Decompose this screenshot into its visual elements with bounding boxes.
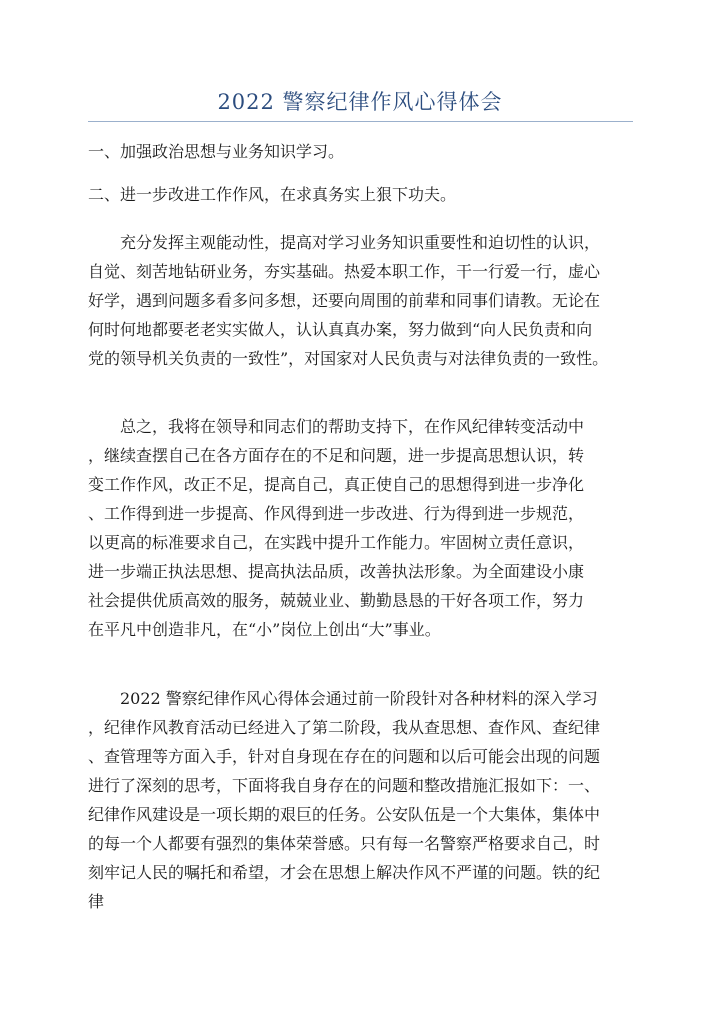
section-heading-1: 一、加强政治思想与业务知识学习。 bbox=[88, 142, 345, 161]
paragraph-line: 变工作作风，改正不足，提高自己，真正使自己的思想得到进一步净化 bbox=[88, 475, 585, 494]
paragraph-line: 社会提供优质高效的服务，兢兢业业、勤勤恳恳的干好各项工作，努力 bbox=[88, 591, 585, 610]
page-title: 2022 警察纪律作风心得体会 bbox=[217, 90, 503, 114]
paragraph-line: 2022 警察纪律作风心得体会通过前一阶段针对各种材料的深入学习 bbox=[88, 689, 598, 708]
paragraph-2 bbox=[88, 412, 640, 644]
title-divider bbox=[88, 121, 633, 122]
paragraph-line: 、工作得到进一步提高、作风得到进一步改进、行为得到进一步规范， bbox=[88, 504, 585, 523]
paragraph-line: 自觉、刻苦地钻研业务，夯实基础。热爱本职工作，干一行爱一行，虚心 bbox=[88, 262, 601, 281]
paragraph-line: 刻牢记人民的嘱托和希望，才会在思想上解决作风不严谨的问题。铁的纪 bbox=[88, 863, 601, 882]
paragraph-line: 、查管理等方面入手，针对自身现在存在的问题和以后可能会出现的问题 bbox=[88, 747, 601, 766]
paragraph-line: ，纪律作风教育活动已经进入了第二阶段，我从查思想、查作风、查纪律 bbox=[88, 718, 601, 737]
paragraph-line: 在平凡中创造非凡，在“小”岗位上创出“大”事业。 bbox=[88, 620, 441, 639]
paragraph-line: 何时何地都要老老实实做人，认认真真办案，努力做到“向人民负责和向 bbox=[88, 320, 593, 339]
paragraph-line: 充分发挥主观能动性，提高对学习业务知识重要性和迫切性的认识， bbox=[88, 233, 601, 252]
paragraph-3 bbox=[88, 684, 640, 916]
paragraph-line: 律 bbox=[88, 892, 105, 911]
paragraph-line: ，继续查摆自己在各方面存在的不足和问题，进一步提高思想认识，转 bbox=[88, 446, 585, 465]
paragraph-line: 党的领导机关负责的一致性”，对国家对人民负责与对法律负责的一致性。 bbox=[88, 349, 609, 368]
paragraph-line: 进一步端正执法思想、提高执法品质，改善执法形象。为全面建设小康 bbox=[88, 562, 585, 581]
paragraph-line: 以更高的标准要求自己，在实践中提升工作能力。牢固树立责任意识， bbox=[88, 533, 585, 552]
paragraph-line: 好学，遇到问题多看多问多想，还要向周围的前辈和同事们请教。无论在 bbox=[88, 291, 601, 310]
paragraph-line: 纪律作风建设是一项长期的艰巨的任务。公安队伍是一个大集体，集体中 bbox=[88, 805, 601, 824]
section-heading-2: 二、进一步改进工作作风，在求真务实上狠下功夫。 bbox=[88, 185, 457, 204]
paragraph-line: 进行了深刻的思考，下面将我自身存在的问题和整改措施汇报如下：一、 bbox=[88, 776, 601, 795]
paragraph-1 bbox=[88, 228, 640, 373]
paragraph-line: 的每一个人都要有强烈的集体荣誉感。只有每一名警察严格要求自己，时 bbox=[88, 834, 601, 853]
paragraph-line: 总之，我将在领导和同志们的帮助支持下，在作风纪律转变活动中 bbox=[88, 417, 585, 436]
